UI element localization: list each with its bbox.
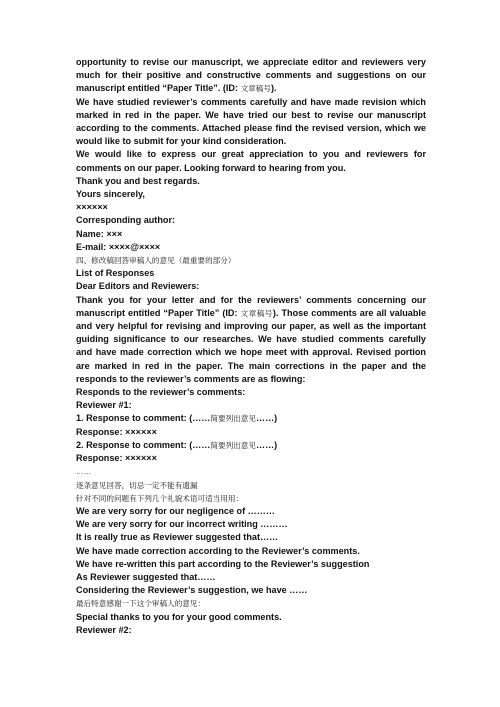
intro-paragraph: opportunity to revise our manuscript, we appreciate editor and reviewers very much for their positive and constructive comments and suggestions on our manuscript entitled “Paper Title”. (ID: 文章稿号). bbox=[76, 57, 426, 94]
reviewer-2-heading: Reviewer #2: bbox=[76, 624, 132, 635]
phrase-7: Considering the Reviewer’s suggestion, we have …… bbox=[76, 585, 308, 596]
list-of-responses-heading: List of Responses bbox=[76, 268, 155, 279]
phrase-2: We are very sorry for our incorrect writing ……… bbox=[76, 519, 288, 530]
tip-line-3: 最后特意感谢一下这个审稿人的意见： bbox=[76, 599, 206, 609]
phrase-1: We are very sorry for our negligence of ……… bbox=[76, 505, 275, 516]
response-2: Response: ×××××× bbox=[76, 453, 157, 464]
author-name: Name: ××× bbox=[76, 228, 123, 239]
closing-thanks: Thank you and best regards. bbox=[76, 175, 200, 186]
document-body bbox=[76, 56, 426, 637]
thank-you-id-cn: 文章稿号 bbox=[240, 308, 273, 318]
appreciation-paragraph: We would like to express our great appreciation to you and reviewers for comments on our paper. Looking forward to hearing from you. bbox=[76, 149, 426, 173]
phrase-4: We have made correction according to the Reviewer’s comments. bbox=[76, 545, 360, 556]
salutation: Dear Editors and Reviewers: bbox=[76, 281, 200, 292]
intro-id-cn: 文章稿号 bbox=[240, 84, 271, 94]
phrase-3: It is really true as Reviewer suggested that…… bbox=[76, 532, 279, 543]
response-1: Response: ×××××× bbox=[76, 426, 157, 437]
special-thanks: Special thanks to you for your good comments. bbox=[76, 611, 282, 622]
response-to-comment-2: 2. Response to comment: (……简要列出意见……) bbox=[76, 439, 278, 450]
corresponding-author-label: Corresponding author: bbox=[76, 215, 176, 226]
tip-line-1: 逐条意见回答，切忌一定不能有遗漏 bbox=[76, 480, 198, 490]
reviewer-1-heading: Reviewer #1: bbox=[76, 400, 132, 411]
phrase-5: We have re-written this part according to the Reviewer’s suggestion bbox=[76, 558, 370, 569]
closing-yours: Yours sincerely, bbox=[76, 189, 145, 200]
author-email: E-mail: ××××@×××× bbox=[76, 241, 161, 252]
ellipsis-line: …… bbox=[76, 467, 92, 477]
signature: ×××××× bbox=[76, 202, 108, 213]
thank-you-paragraph: Thank you for your letter and for the reviewers’ comments concerning our manuscript entitled “Paper Title” (ID: 文章稿号). Those comments are all valuable and very helpful for revising and improving our paper, as well as the important guiding significance to our researches. We have studied comments carefully and have made correction which we hope meet with approval. Revised portion are marked in red in the paper. The main corrections in the paper and the responds to the reviewer’s comments are as flowing: bbox=[76, 294, 427, 384]
responds-heading: Responds to the reviewer’s comments: bbox=[76, 387, 246, 398]
section-heading-4: 四、修改稿回答审稿人的意见（最重要的部分） bbox=[76, 256, 236, 266]
studied-paragraph: We have studied reviewer’s comments carefully and have made revision which marked in red in the paper. We have tried our best to revise our manuscript according to the comments. Attached please find the revised version, which we would like to submit for your kind consideration. bbox=[76, 96, 426, 147]
response-to-comment-1: 1. Response to comment: (……简要列出意见……) bbox=[76, 413, 278, 424]
tip-line-2: 针对不同的问题有下列几个礼貌术语可适当用用： bbox=[76, 493, 244, 503]
phrase-6: As Reviewer suggested that…… bbox=[76, 571, 216, 582]
